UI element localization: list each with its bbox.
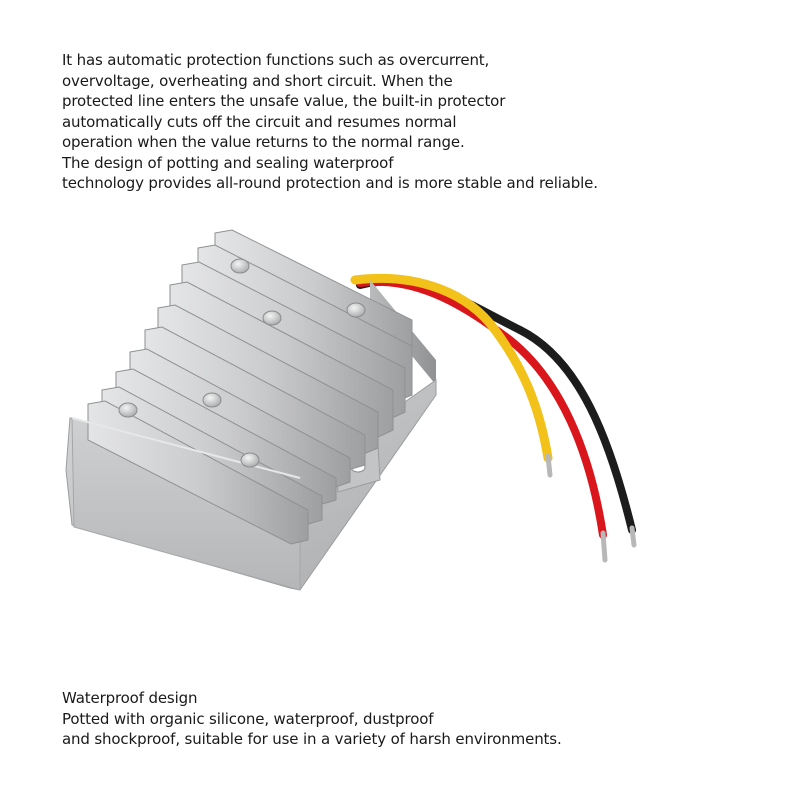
description-line: and shockproof, suitable for use in a variety of harsh environments. (62, 730, 562, 748)
description-line: automatically cuts off the circuit and resumes normal (62, 112, 457, 131)
description-line: technology provides all-round protection and is more stable and reliable. (62, 174, 598, 192)
description-line: Potted with organic silicone, waterproof, dustproof (62, 709, 434, 728)
feature-description-waterproof (62, 688, 562, 750)
description-line: operation when the value returns to the normal range. (62, 133, 465, 151)
description-line: It has automatic protection functions such as overcurrent, (62, 51, 490, 69)
description-heading: Waterproof design (62, 689, 198, 707)
description-line: overvoltage, overheating and short circuit. When the (62, 71, 453, 90)
description-line: The design of potting and sealing waterproof (62, 153, 394, 172)
description-line: protected line enters the unsafe value, the built-in protector (62, 92, 506, 110)
